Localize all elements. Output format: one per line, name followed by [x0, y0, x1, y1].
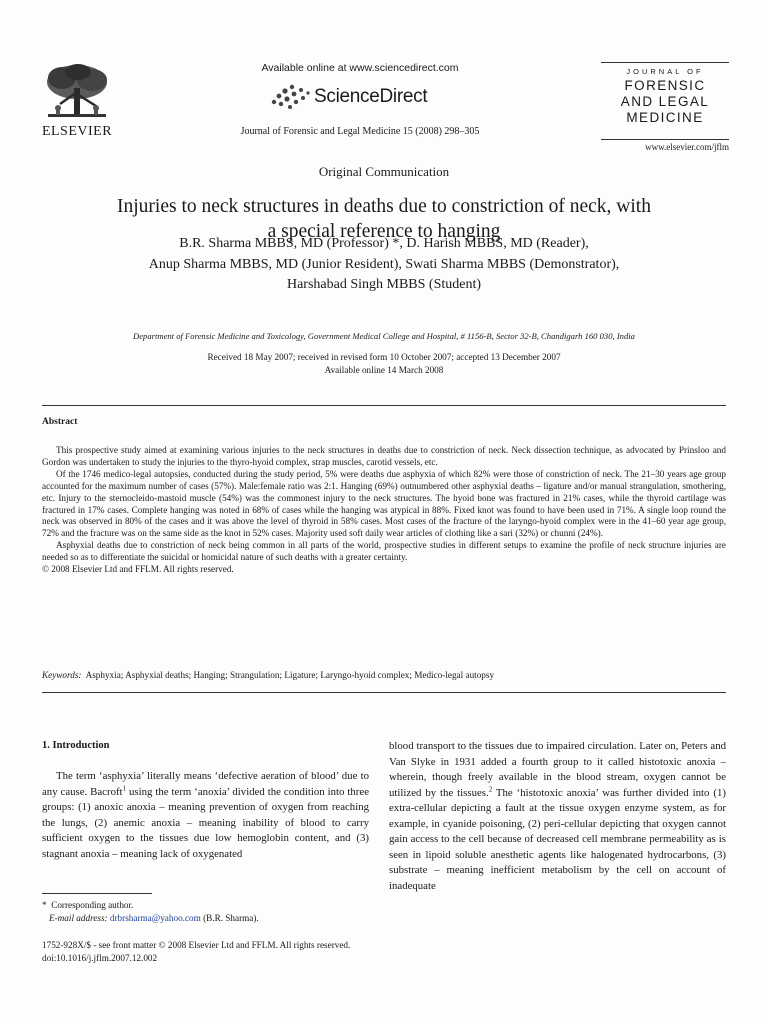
author-line: B.R. Sharma MBBS, MD (Professor) *, D. Harish MBBS, MD (Reader),: [179, 236, 589, 251]
article-type: Original Communication: [318, 164, 450, 179]
top-divider: [42, 405, 726, 406]
corresponding-author-note: [42, 899, 369, 912]
body-column-right: [389, 739, 726, 894]
sciencedirect-wordmark: ScienceDirect: [314, 86, 428, 107]
journal-name-line: AND LEGAL: [620, 94, 710, 109]
doi-line[interactable]: doi:10.1016/j.jflm.2007.12.002: [42, 952, 158, 963]
email-link[interactable]: drbrsharma@yahoo.com: [109, 912, 201, 923]
email-note: [42, 912, 369, 925]
elsevier-tree-logo: [38, 62, 116, 122]
corresponding-author-text: Corresponding author.: [51, 900, 134, 910]
publisher-name: ELSEVIER: [41, 124, 113, 139]
available-online-text: Available online at www.sciencedirect.com: [261, 62, 459, 74]
intro-paragraph: [389, 739, 726, 894]
title-line: a special reference to hanging: [267, 221, 501, 242]
available-date: Available online 14 March 2008: [324, 365, 444, 375]
intro-paragraph: [42, 769, 369, 862]
journal-url[interactable]: www.elsevier.com/jflm: [645, 142, 729, 152]
affiliation: Department of Forensic Medicine and Toxicology, Government Medical College and Hospital, # 1156-B, Sector 32-B, Chandigarh 160 030, India: [133, 331, 635, 341]
intro-text: using the term ‘anoxia’ divided the condition into three groups: (1) anoxic anoxia – meaning prevention of oxygen from reaching the lungs, (2) anemic anoxia – meaning inability of blood to carry sufficient oxygen to the tissues due low hemoglobin content, and (3) stagnant anoxia – meaning lack of oxygenated: [42, 785, 369, 860]
bottom-meta: [42, 939, 442, 964]
body-column-left: [42, 769, 369, 862]
abstract-paragraph: Of the 1746 medico-legal autopsies, conducted during the study period, 5% were deaths due asphyxia of which 82% were those of constriction of neck. The 21–30 years age group accounted for the maximum number of cases (57%). Male:female ratio was 2:1. Hanging (69%) outnumbered other asphyxial deaths – ligature and/or manual strangulation, smothering, etc. Injury to the sternocleido-mastoid muscle (54%) was the commonest injury to the neck structures. The hyoid bone was fractured in 21% cases, while the thyroid cartilage was fractured in 17% cases. Complete hanging was noted in 68% of cases while the hanging was atypical in 88%. Fixed knot was found to have been used in 71%. A single loop round the neck was observed in 80% of the cases and it was above the level of thyroid in 58% cases. Most cases of the fracture of the laryngo-hyoid complex were in the 41–60 year age group, 72% and the fracture was on the same side as the knot in 52% cases. Majority used soft daily wear articles of clothing like a sari (32%) or chunni (24%).: [42, 468, 726, 539]
abstract-divider: [42, 692, 726, 693]
email-owner: (B.R. Sharma).: [203, 912, 259, 923]
footnotes: [42, 899, 369, 924]
journal-of-label: JOURNAL OF: [626, 67, 704, 76]
article-dates: [0, 351, 768, 377]
journal-name-line: MEDICINE: [626, 110, 704, 125]
intro-text: The term ‘asphyxia’ literally means ‘defective aeration of blood’ due to any cause. Bacroft: [42, 770, 369, 798]
journal-name-line: FORENSIC: [624, 78, 706, 93]
footnote-marker: *: [42, 900, 47, 910]
email-label: E-mail address:: [49, 912, 108, 923]
reference-link[interactable]: 1: [122, 783, 127, 792]
issn-line: 1752-928X/$ - see front matter © 2008 Elsevier Ltd and FFLM. All rights reserved.: [42, 940, 351, 950]
abstract-body: [42, 445, 726, 576]
title-line: Injuries to neck structures in deaths due to constriction of neck, with: [117, 196, 651, 217]
keywords-label: Keywords:: [42, 670, 82, 680]
reference-link[interactable]: 2: [488, 784, 493, 793]
author-line: Anup Sharma MBBS, MD (Junior Resident), Swati Sharma MBBS (Demonstrator),: [148, 256, 620, 272]
intro-text: The ‘histotoxic anoxia’ was further divided into (1) extra-cellular depicting a fault at the tissue oxygen enzyme system, as for example, in cyanide poisoning, (2) peri-cellular depicting that oxygen cannot gain access to the cell because of decreased cell membrane permeability as is seen in lipoid soluble anesthetic agents like halogenated hydrocarbons, (3) substrate – meaning inefficient metabolism by the cell on account of inadequate: [389, 786, 726, 892]
author-list: [40, 234, 728, 296]
abstract-paragraph: Asphyxial deaths due to constriction of neck being common in all parts of the world, prospective studies in different setups to examine the profile of neck structure injuries are needed so as to differentiate the suicidal or homicidal nature of such deaths with a greater certainty.: [42, 540, 726, 563]
footnote-divider: [42, 893, 152, 894]
abstract-heading: Abstract: [42, 417, 78, 427]
keywords: [42, 670, 726, 680]
journal-name: [601, 78, 729, 126]
keywords-list: Asphyxia; Asphyxial deaths; Hanging; Strangulation; Ligature; Laryngo-hyoid complex; Medico-legal autopsy: [85, 670, 495, 680]
sciencedirect-dots-icon: [268, 82, 312, 112]
copyright-line: © 2008 Elsevier Ltd and FFLM. All rights reserved.: [42, 564, 234, 575]
intro-text: blood transport to the tissues due to impaired circulation. Later on, Peters and Van Slyke in 1931 added a fourth group to it called histotoxic anoxia – wherein, though freely available in the blood stream, oxygen cannot be utilized by the tissues.: [389, 740, 726, 799]
journal-citation: Journal of Forensic and Legal Medicine 15 (2008) 298–305: [240, 126, 480, 137]
abstract-paragraph: This prospective study aimed at examining various injuries to the neck structures in deaths due to constriction of neck. Neck dissection technique, as advocated by Prinsloo and Gordon was undertaken to study the injuries to the thyro-hyoid complex, strap muscles, carotid vessels, etc.: [42, 445, 726, 467]
author-line: Harshabad Singh MBBS (Student): [286, 277, 482, 292]
journal-masthead: [601, 62, 729, 140]
section-heading: 1. Introduction: [42, 740, 110, 751]
sciencedirect-logo: [268, 80, 458, 114]
received-dates: Received 18 May 2007; received in revised form 10 October 2007; accepted 13 December 2007: [207, 352, 561, 362]
